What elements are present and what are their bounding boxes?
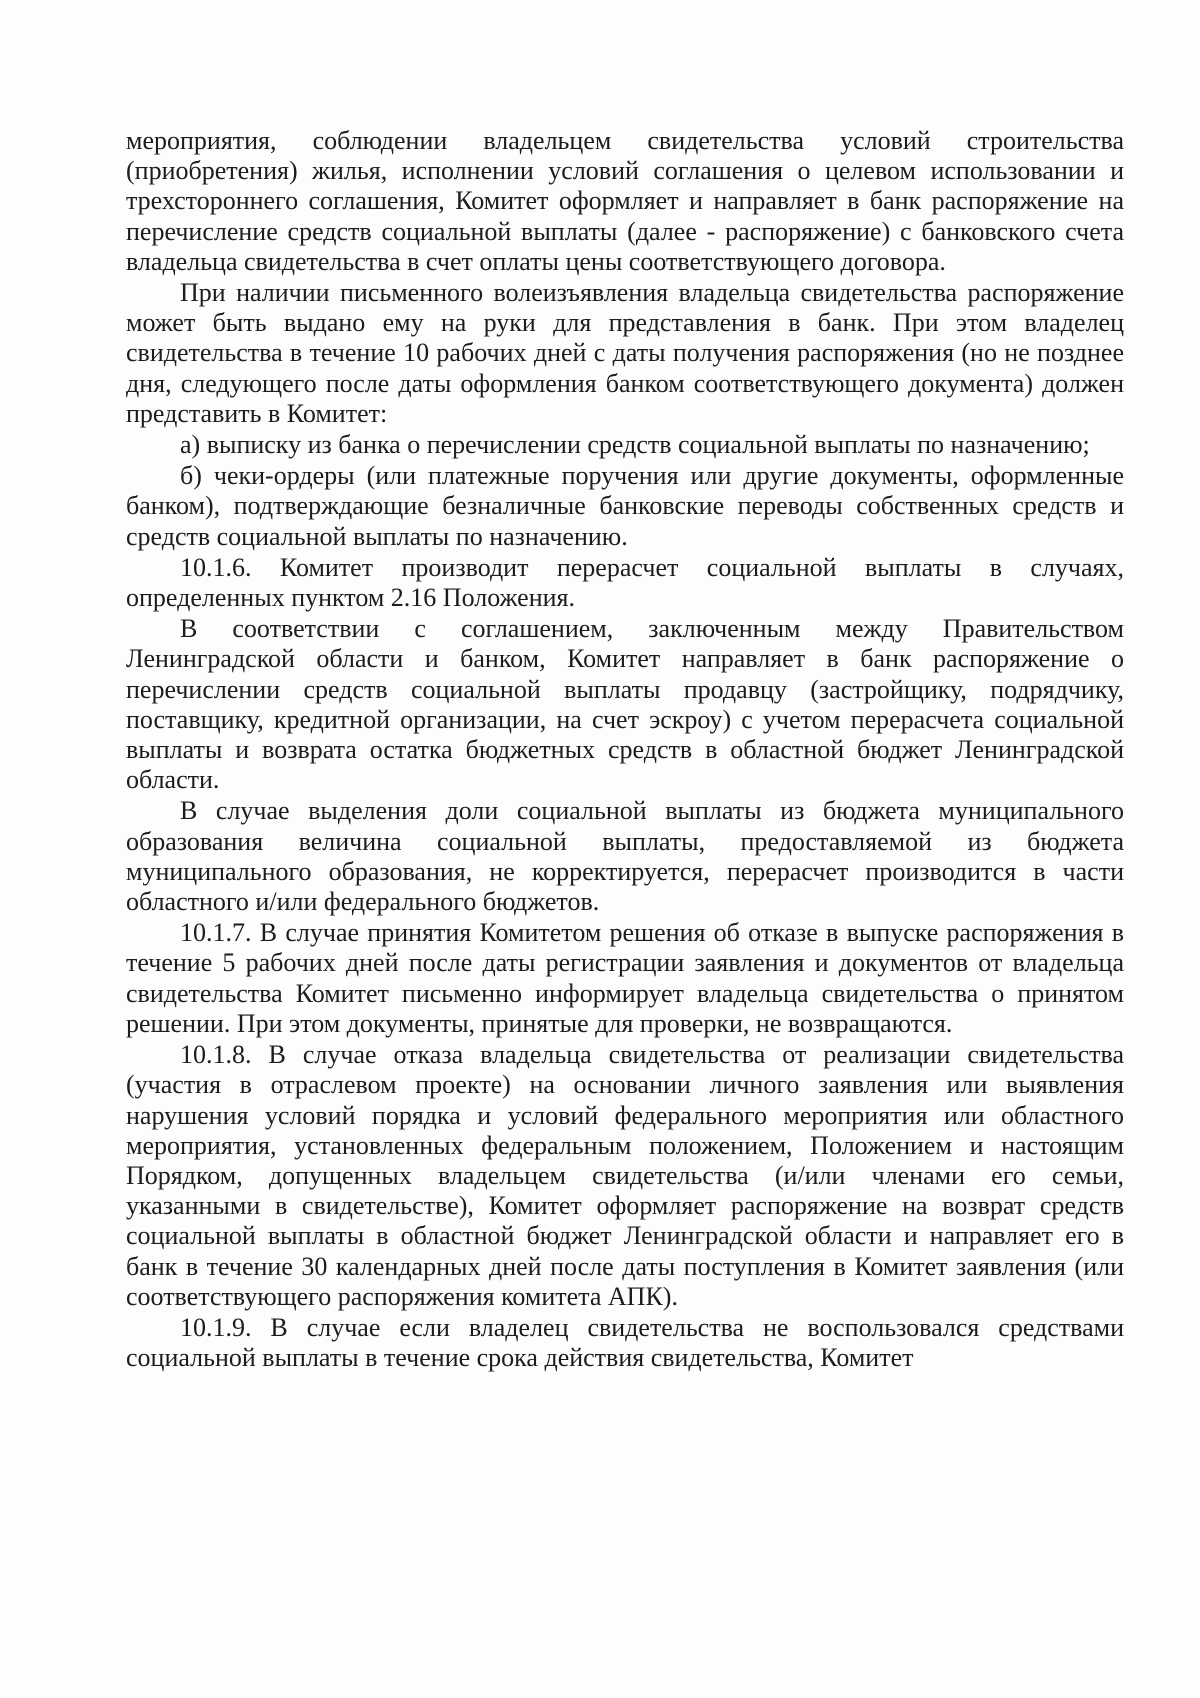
clause-10-1-8: 10.1.8. В случае отказа владельца свидетельства от реализации свидетельства (участия в отраслевом проекте) на основании личного заявления или выявления нарушения условий порядка и условий федерального мероприятия или областного мероприятия, установленных федеральным положением, Положением и настоящим Порядком, допущенных владельцем свидетельства (и/или членами его семьи, указанными в свидетельстве), Комитет оформляет распоряжение на возврат средств социальной выплаты в областной бюджет Ленинградской области и направляет его в банк в течение 30 календарных дней после даты поступления в Комитет заявления (или соответствующего распоряжения комитета АПК). xyxy=(126,1040,1124,1311)
paragraph-written-consent: При наличии письменного волеизъявления владельца свидетельства распоряжение может быть выдано ему на руки для представления в банк. При этом владелец свидетельства в течение 10 рабочих дней с даты получения распоряжения (но не позднее дня, следующего после даты оформления банком соответствующего документа) должен представить в Комитет: xyxy=(126,278,1124,428)
document-body xyxy=(126,126,1124,1374)
clause-10-1-6: 10.1.6. Комитет производит перерасчет социальной выплаты в случаях, определенных пунктом 2.16 Положения. xyxy=(126,552,1124,613)
clause-10-1-7: 10.1.7. В случае принятия Комитетом решения об отказе в выпуске распоряжения в течение 5 рабочих дней после даты регистрации заявления и документов от владельца свидетельства Комитет письменно информирует владельца свидетельства о принятом решении. При этом документы, принятые для проверки, не возвращаются. xyxy=(126,918,1124,1038)
clause-10-1-9: 10.1.9. В случае если владелец свидетельства не воспользовался средствами социальной выплаты в течение срока действия свидетельства, Комитет xyxy=(126,1312,1124,1373)
paragraph-agreement: В соответствии с соглашением, заключенным между Правительством Ленинградской области и банком, Комитет направляет в банк распоряжение о перечислении средств социальной выплаты продавцу (застройщику, подрядчику, поставщику, кредитной организации, на счет эскроу) с учетом перерасчета социальной выплаты и возврата остатка бюджетных средств в областной бюджет Ленинградской области. xyxy=(126,614,1124,795)
list-item-b-receipts: б) чеки-ордеры (или платежные поручения или другие документы, оформленные банком), подтверждающие безналичные банковские переводы собственных средств и средств социальной выплаты по назначению. xyxy=(126,461,1124,551)
paragraph-municipal-share: В случае выделения доли социальной выплаты из бюджета муниципального образования величина социальной выплаты, предоставляемой из бюджета муниципального образования, не корректируется, перерасчет производится в части областного и/или федерального бюджетов. xyxy=(126,796,1124,917)
paragraph-continuation: мероприятия, соблюдении владельцем свидетельства условий строительства (приобретения) жилья, исполнении условий соглашения о целевом использовании и трехстороннего соглашения, Комитет оформляет и направляет в банк распоряжение на перечисление средств социальной выплаты (далее - распоряжение) с банковского счета владельца свидетельства в счет оплаты цены соответствующего договора. xyxy=(126,126,1124,276)
list-item-a-bank-statement: а) выписку из банка о перечислении средств социальной выплаты по назначению; xyxy=(180,430,1090,460)
